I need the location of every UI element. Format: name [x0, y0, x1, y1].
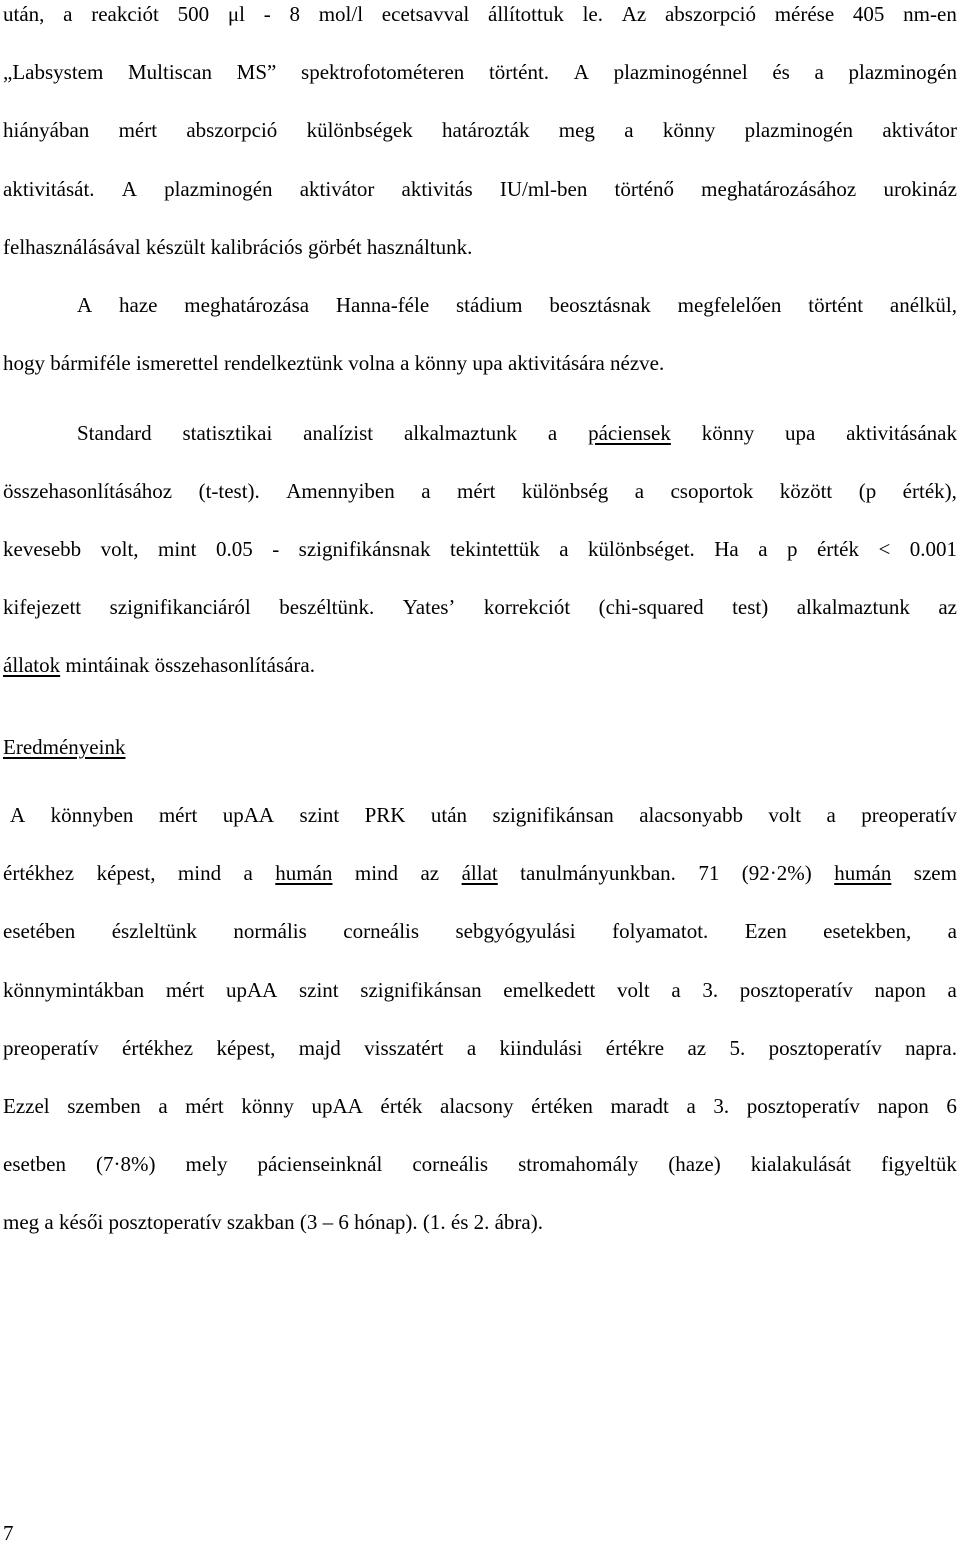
word: A: [121, 177, 137, 201]
p3-line-3: [3, 536, 957, 562]
underlined-word-allatok: állatok: [3, 653, 61, 677]
page-number: 7: [3, 1521, 14, 1545]
word: ecetsavval: [381, 2, 470, 26]
word: a: [559, 537, 569, 561]
word: upAA: [311, 1094, 363, 1118]
word: statisztikai: [182, 421, 273, 445]
word: értékhez: [3, 861, 75, 885]
word: abszorpció: [664, 2, 756, 26]
section-heading-text: Eredményeink: [3, 735, 126, 759]
word: majd: [298, 1036, 341, 1060]
word: corneális: [343, 919, 420, 943]
word: alacsony: [440, 1094, 514, 1118]
p3-line-5-rest: mintáinak összehasonlítására.: [60, 653, 315, 677]
word: Ezen: [744, 919, 787, 943]
word: szignifikánsnak: [298, 537, 431, 561]
word: könny: [662, 118, 716, 142]
word: értékre: [605, 1036, 665, 1060]
word: esetekben,: [823, 919, 912, 943]
word: aktivátor: [882, 118, 957, 142]
word: az: [420, 861, 440, 885]
word: könnyben: [50, 803, 134, 827]
word: a: [814, 60, 824, 84]
word: alkalmaztunk: [403, 421, 518, 445]
word: történt.: [488, 60, 550, 84]
word: könny: [701, 421, 755, 445]
word: észleltünk: [111, 919, 197, 943]
word: posztoperatív: [746, 1094, 860, 1118]
p4-line-4: [3, 977, 957, 1003]
word: volt: [768, 803, 802, 827]
word: mért: [456, 479, 496, 503]
word: preoperatív: [3, 1036, 99, 1060]
word: a: [947, 919, 957, 943]
word: alkalmaztunk: [796, 595, 910, 619]
word: érték: [380, 1094, 423, 1118]
word: upAA: [225, 978, 278, 1002]
word: mind: [177, 861, 222, 885]
p4-line-7: [3, 1151, 957, 1177]
word: alacsonyabb: [639, 803, 743, 827]
word: aktivátor: [299, 177, 375, 201]
word: (92·2%): [741, 861, 812, 885]
word: napon: [874, 978, 926, 1002]
word: (t-test).: [198, 479, 260, 503]
word: a: [624, 118, 634, 142]
p4-line-8: meg a késői posztoperatív szakban (3 – 6 hónap). (1. és 2. ábra).: [3, 1210, 543, 1234]
word: <: [878, 537, 891, 561]
word: (7·8%): [96, 1152, 156, 1176]
word: (chi-squared: [598, 595, 704, 619]
word: értéken: [531, 1094, 593, 1118]
word: megfelelően: [677, 293, 782, 317]
word: le.: [582, 2, 603, 26]
word: szignifikanciáról: [109, 595, 251, 619]
word: anélkül,: [889, 293, 957, 317]
word: Multiscan: [127, 60, 212, 84]
word: esetében: [3, 919, 76, 943]
word: szignifikánsan: [360, 978, 482, 1002]
word: a: [826, 803, 836, 827]
word: maradt: [610, 1094, 669, 1118]
word: a: [421, 479, 431, 503]
word: Ezzel: [3, 1094, 50, 1118]
underlined-word-human: humán: [275, 861, 333, 885]
word: reakciót: [91, 2, 159, 26]
word: 3.: [702, 978, 719, 1002]
word: stádium: [456, 293, 523, 317]
word: kevesebb: [3, 537, 82, 561]
word: képest,: [96, 861, 156, 885]
word: A: [573, 60, 589, 84]
word: „Labsystem: [3, 60, 104, 84]
word: érték),: [902, 479, 957, 503]
word: a: [158, 1094, 168, 1118]
word: az: [687, 1036, 707, 1060]
word: visszatért: [364, 1036, 444, 1060]
word: A: [77, 293, 93, 317]
word: sebgyógyulási: [455, 919, 576, 943]
word: mért: [185, 1094, 224, 1118]
word: meghatározása: [184, 293, 310, 317]
p2-line-1: [77, 292, 957, 318]
word: mint: [158, 537, 197, 561]
word: a: [63, 2, 73, 26]
word: PRK: [364, 803, 406, 827]
word: napra.: [905, 1036, 957, 1060]
word: értékhez: [122, 1036, 194, 1060]
word: Ha: [714, 537, 739, 561]
word: plazminogénnel: [613, 60, 748, 84]
p4-line-1: [10, 802, 957, 828]
word: upa: [785, 421, 816, 445]
word: mért: [158, 803, 198, 827]
word: corneális: [412, 1152, 489, 1176]
p4-line-6: [3, 1093, 957, 1119]
word: a: [671, 978, 681, 1002]
word: preoperatív: [861, 803, 957, 827]
word: 0.05: [215, 537, 253, 561]
word: mérése: [774, 2, 835, 26]
word: volt: [617, 978, 650, 1002]
word: beszéltünk.: [279, 595, 375, 619]
word: emelkedett: [503, 978, 596, 1002]
word: a: [547, 421, 558, 445]
word: 71: [698, 861, 720, 885]
p3-line-4: [3, 594, 957, 620]
p2-line-2: hogy bármiféle ismerettel rendelkeztünk volna a könny upa aktivitására nézve.: [3, 351, 665, 375]
word: kialakulását: [750, 1152, 852, 1176]
word: posztoperatív: [768, 1036, 882, 1060]
word: különbségek: [306, 118, 413, 142]
word: Amennyiben: [286, 479, 395, 503]
word: aktivitás: [401, 177, 473, 201]
word: plazminogén: [164, 177, 273, 201]
p4-line-5: [3, 1035, 957, 1061]
word: Hanna-féle: [335, 293, 430, 317]
word: μl: [227, 2, 245, 26]
word: (haze): [668, 1152, 721, 1176]
word: között: [779, 479, 833, 503]
word: állítottuk: [488, 2, 564, 26]
word: 500: [177, 2, 210, 26]
word: összehasonlításához: [3, 479, 173, 503]
word: a: [758, 537, 768, 561]
word: Az: [621, 2, 647, 26]
word: tanulmányunkban.: [520, 861, 676, 885]
word: plazminogén: [848, 60, 957, 84]
word: IU/ml-ben: [499, 177, 588, 201]
word: volt,: [100, 537, 139, 561]
word: normális: [233, 919, 307, 943]
word: mol/l: [318, 2, 364, 26]
underlined-word-allat: állat: [461, 861, 498, 885]
word: történt: [808, 293, 864, 317]
word: pácienseinknál: [257, 1152, 383, 1176]
word: és: [772, 60, 790, 84]
p1-line-3: [3, 117, 957, 143]
p1-line-2: [3, 59, 957, 85]
word: meghatározásához: [701, 177, 857, 201]
word: esetben: [3, 1152, 66, 1176]
word: plazminogén: [744, 118, 854, 142]
word: szemben: [67, 1094, 141, 1118]
word: csoportok: [670, 479, 754, 503]
word: MS”: [236, 60, 277, 84]
word: a: [947, 978, 957, 1002]
p4-line-2: [3, 860, 957, 886]
word: -: [263, 2, 271, 26]
word: a: [466, 1036, 477, 1060]
word: haze: [119, 293, 158, 317]
word: szignifikánsan: [492, 803, 614, 827]
word: szint: [299, 803, 340, 827]
word: aktivitását.: [3, 177, 95, 201]
word: hiányában: [3, 118, 90, 142]
word: könnymintákban: [3, 978, 145, 1002]
word: szem: [913, 861, 957, 885]
p3-line-1: [77, 420, 957, 446]
word: stromahomály: [518, 1152, 639, 1176]
underlined-word: páciensek: [588, 421, 671, 445]
word: különbséget.: [588, 537, 695, 561]
word: 0.001: [909, 537, 957, 561]
word: napon: [877, 1094, 929, 1118]
word: különbség: [521, 479, 609, 503]
word: mért: [118, 118, 158, 142]
word: az: [938, 595, 957, 619]
p4-line-3: [3, 918, 957, 944]
word: a: [243, 861, 253, 885]
word: Standard: [77, 421, 152, 445]
word: nm-en: [903, 2, 957, 26]
word: 8: [289, 2, 300, 26]
word: szint: [298, 978, 339, 1002]
word: aktivitásának: [846, 421, 957, 445]
word: urokináz: [883, 177, 957, 201]
word: érték: [816, 537, 859, 561]
word: mely: [185, 1152, 228, 1176]
word: 6: [946, 1094, 957, 1118]
p3-line-5: [3, 652, 957, 678]
word: után: [430, 803, 468, 827]
word: meg: [558, 118, 595, 142]
word: képest,: [216, 1036, 276, 1060]
word: Yates’: [402, 595, 456, 619]
word: posztoperatív: [739, 978, 853, 1002]
underlined-word-human: humán: [834, 861, 892, 885]
word: analízist: [303, 421, 374, 445]
word: a: [634, 479, 645, 503]
word: történő: [614, 177, 674, 201]
word: tekintettük: [449, 537, 540, 561]
section-heading: [3, 734, 957, 760]
word: kiindulási: [499, 1036, 583, 1060]
word: p: [787, 537, 798, 561]
word: (p: [858, 479, 877, 503]
word: 405: [852, 2, 885, 26]
word: -: [272, 537, 280, 561]
p1-line-5: felhasználásával készült kalibrációs görbét használtunk.: [3, 235, 473, 259]
word: upAA: [222, 803, 275, 827]
p3-line-2: [3, 478, 957, 504]
word: A: [10, 803, 26, 827]
word: a: [686, 1094, 696, 1118]
word: határozták: [442, 118, 530, 142]
word: test): [732, 595, 769, 619]
word: mind: [354, 861, 399, 885]
word: könny: [241, 1094, 294, 1118]
word: kifejezett: [3, 595, 82, 619]
word: folyamatot.: [612, 919, 709, 943]
word: mért: [165, 978, 205, 1002]
p1-line-4: [3, 176, 957, 202]
word: figyeltük: [881, 1152, 957, 1176]
word: 3.: [713, 1094, 730, 1118]
word: után,: [3, 2, 45, 26]
p1-line-1: [3, 1, 957, 27]
word: beosztásnak: [549, 293, 651, 317]
word: 5.: [729, 1036, 746, 1060]
word: abszorpció: [186, 118, 278, 142]
word: korrekciót: [483, 595, 571, 619]
word: spektrofotométeren: [301, 60, 465, 84]
